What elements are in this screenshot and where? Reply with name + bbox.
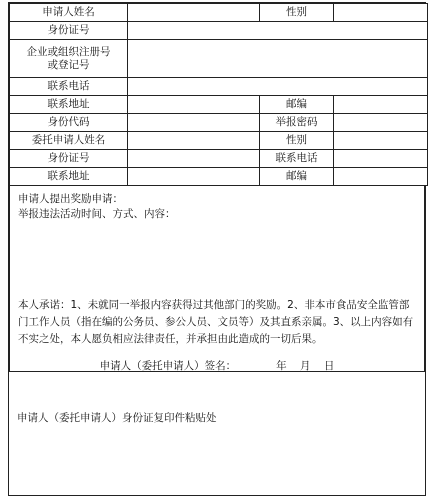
field-delegate-name[interactable] [128, 132, 260, 150]
label-report-password: 举报密码 [260, 114, 334, 132]
reward-application-form [8, 2, 426, 496]
label-identity-code: 身份代码 [10, 114, 128, 132]
label-delegate-phone: 联系电话 [260, 150, 334, 168]
label-delegate-name: 委托申请人姓名 [10, 132, 128, 150]
label-address: 联系地址 [10, 96, 128, 114]
label-phone: 联系电话 [10, 78, 128, 96]
label-registration-number: 企业或组织注册号 或登记号 [10, 40, 128, 78]
field-identity-code[interactable] [128, 114, 260, 132]
field-phone[interactable] [128, 78, 428, 96]
label-delegate-address: 联系地址 [10, 168, 128, 186]
field-id-number[interactable] [128, 22, 428, 40]
field-address[interactable] [128, 96, 260, 114]
signature-date-line: 申请人（委托申请人）签名： 年 月 日 [99, 360, 335, 372]
label-delegate-postcode: 邮编 [260, 168, 334, 186]
field-delegate-address[interactable] [128, 168, 260, 186]
request-heading: 申请人提出奖励申请： [18, 193, 123, 205]
label-delegate-gender: 性别 [260, 132, 334, 150]
field-applicant-name[interactable] [128, 4, 260, 22]
reward-request-section[interactable] [9, 186, 425, 372]
applicant-info-table [9, 3, 428, 186]
field-registration-number[interactable] [128, 40, 428, 78]
field-delegate-gender[interactable] [334, 132, 428, 150]
report-details-label: 举报违法活动时间、方式、内容： [18, 208, 176, 220]
field-delegate-id-number[interactable] [128, 150, 260, 168]
label-postcode: 邮编 [260, 96, 334, 114]
id-copy-label: 申请人（委托申请人）身份证复印件粘贴处 [17, 412, 217, 424]
applicant-promise-text: 本人承诺：1、未就同一举报内容获得过其他部门的奖励。2、非本市食品安全监管部门工作人员（指在编的公务员、参公人员、文员等）及其直系亲属。3、以上内容如有不实之处，本人愿负相应法律责任，并承担由此造成的一切后果。 [18, 299, 414, 345]
field-delegate-postcode[interactable] [334, 168, 428, 186]
label-gender: 性别 [260, 4, 334, 22]
id-copy-paste-area [9, 372, 425, 472]
field-postcode[interactable] [334, 96, 428, 114]
label-applicant-name: 申请人姓名 [10, 4, 128, 22]
field-gender[interactable] [334, 4, 428, 22]
label-delegate-id-number: 身份证号 [10, 150, 128, 168]
field-delegate-phone[interactable] [334, 150, 428, 168]
field-report-password[interactable] [334, 114, 428, 132]
label-id-number: 身份证号 [10, 22, 128, 40]
